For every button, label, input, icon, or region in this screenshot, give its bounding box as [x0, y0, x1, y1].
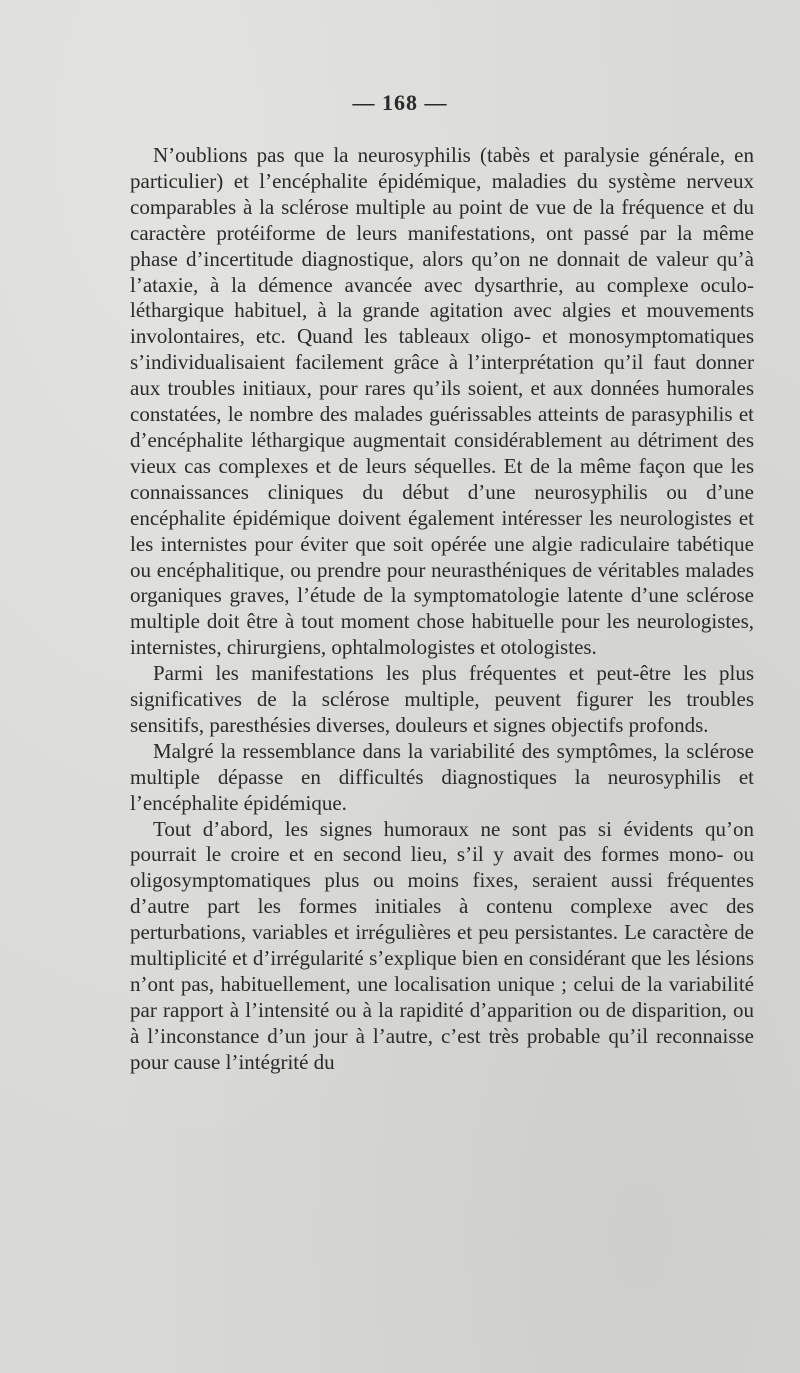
paragraph-4: Tout d’abord, les signes humoraux ne sont pas si évidents qu’on pourrait le croire et en second lieu, s’il y avait des formes mono- ou oligosymptomatiques plus ou moins fixes, seraient aussi fréquentes d’autre part les formes initiales à contenu complexe avec des perturbations, variables et irrégulières et peu persistantes. Le caractère de multiplicité et d’irrégularité s’explique bien en considérant que les lésions n’ont pas, habituellement, une localisation unique ; celui de la variabilité par rapport à l’intensité ou à la rapidité d’apparition ou de disparition, ou à l’inconstance d’un jour à l’autre, c’est très probable qu’il reconnaisse pour cause l’intégrité du — [130, 816, 754, 1074]
page-number: — 168 — — [352, 90, 448, 115]
paragraph-2: Parmi les manifestations les plus fréquentes et peut-être les plus significatives de la sclérose multiple, peuvent figurer les troubles sensitifs, paresthésies diverses, douleurs et signes objectifs profonds. — [130, 661, 754, 737]
paragraph-1: N’oublions pas que la neurosyphilis (tabès et paralysie générale, en particulier) et l’encéphalite épidémique, maladies du système nerveux comparables à la sclérose multiple au point de vue de la fréquence et du caractère protéiforme de leurs manifestations, ont passé par la même phase d’incertitude diagnostique, alors qu’on ne donnait de valeur qu’à l’ataxie, à la démence avancée avec dysarthrie, au complexe oculo-léthargique habituel, à la grande agitation avec algies et mouvements involontaires, etc. Quand les tableaux oligo- et monosymptomatiques s’individualisaient facilement grâce à l’interprétation qu’il faut donner aux troubles initiaux, pour rares qu’ils soient, et aux données humorales constatées, le nombre des malades guérissables atteints de parasyphilis et d’encéphalite léthargique augmentait considérablement au détriment des vieux cas complexes et de leurs séquelles. Et de la même façon que les connaissances cliniques du début d’une neurosyphilis ou d’une encéphalite épidémique doivent également intéresser les neurologistes et les internistes pour éviter que soit opérée une algie radiculaire tabétique ou encéphalitique, ou prendre pour neurasthéniques de véritables malades organiques graves, l’étude de la symptomatologie latente d’une sclérose multiple doit être à tout moment chose habituelle pour les neurologistes, internistes, chirurgiens, ophtalmologistes et otologistes. — [130, 143, 754, 660]
paragraph-3: Malgré la ressemblance dans la variabilité des symptômes, la sclérose multiple dépasse en difficultés diagnostiques la neurosyphilis et l’encéphalite épidémique. — [130, 738, 754, 815]
body-text — [130, 143, 754, 1076]
